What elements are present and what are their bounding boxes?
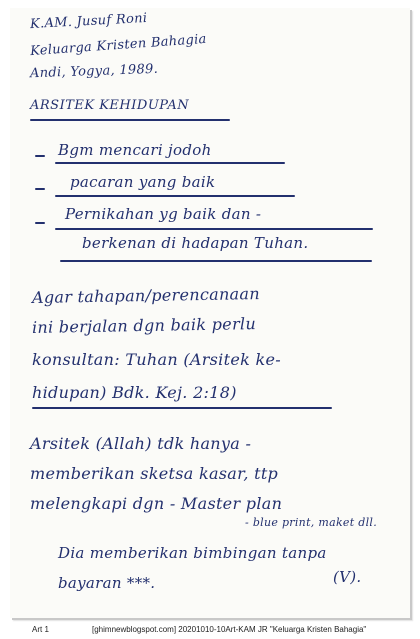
bullet-3-continued-underline (60, 260, 372, 262)
header-publisher: Andi, Yogya, 1989. (29, 61, 159, 82)
footer-page-label: Art 1 (32, 625, 49, 634)
para2-line5: Dia memberikan bimbingan tanpa (58, 544, 327, 562)
para1-line3: konsultan: Tuhan (Arsitek ke- (32, 350, 281, 369)
header-book-title: Keluarga Kristen Bahagia (29, 31, 208, 60)
bullet-1: Bgm mencari jodoh (58, 141, 212, 159)
para1-underline (32, 407, 332, 409)
para1-line4: hidupan) Bdk. Kej. 2:18) (32, 383, 237, 402)
para2-line3: melengkapi dgn - Master plan (30, 494, 283, 513)
bullet-3-continued: berkenan di hadapan Tuhan. (82, 234, 309, 252)
para2-line4: - blue print, maket dll. (245, 516, 378, 529)
page-title: ARSITEK KEHIDUPAN (30, 98, 190, 113)
para2-line2: memberikan sketsa kasar, ttp (30, 464, 279, 483)
para2-line1: Arsitek (Allah) tdk hanya - (30, 434, 252, 453)
bullet-2: pacaran yang baik (70, 173, 216, 191)
para2-line6: bayaran ***. (58, 574, 156, 592)
bullet-dash-2 (35, 188, 45, 190)
header-author: K.AM. Jusuf Roni (29, 10, 148, 33)
bullet-dash-1 (35, 155, 45, 157)
bullet-1-underline (55, 162, 285, 164)
title-underline (30, 119, 230, 121)
para2-volume-mark: (V). (333, 568, 362, 586)
bullet-3: Pernikahan yg baik dan - (65, 205, 262, 223)
para1-line1: Agar tahapan/perencanaan (31, 284, 261, 307)
bullet-dash-3 (35, 222, 45, 224)
footer-source: [ghimnewblogspot.com] 20201010-10Art-KAM JR "Keluarga Kristen Bahagia" (92, 625, 367, 634)
para1-line2: ini berjalan dgn baik perlu (31, 314, 257, 337)
bullet-3-underline (55, 228, 373, 230)
bullet-2-underline (55, 195, 295, 197)
